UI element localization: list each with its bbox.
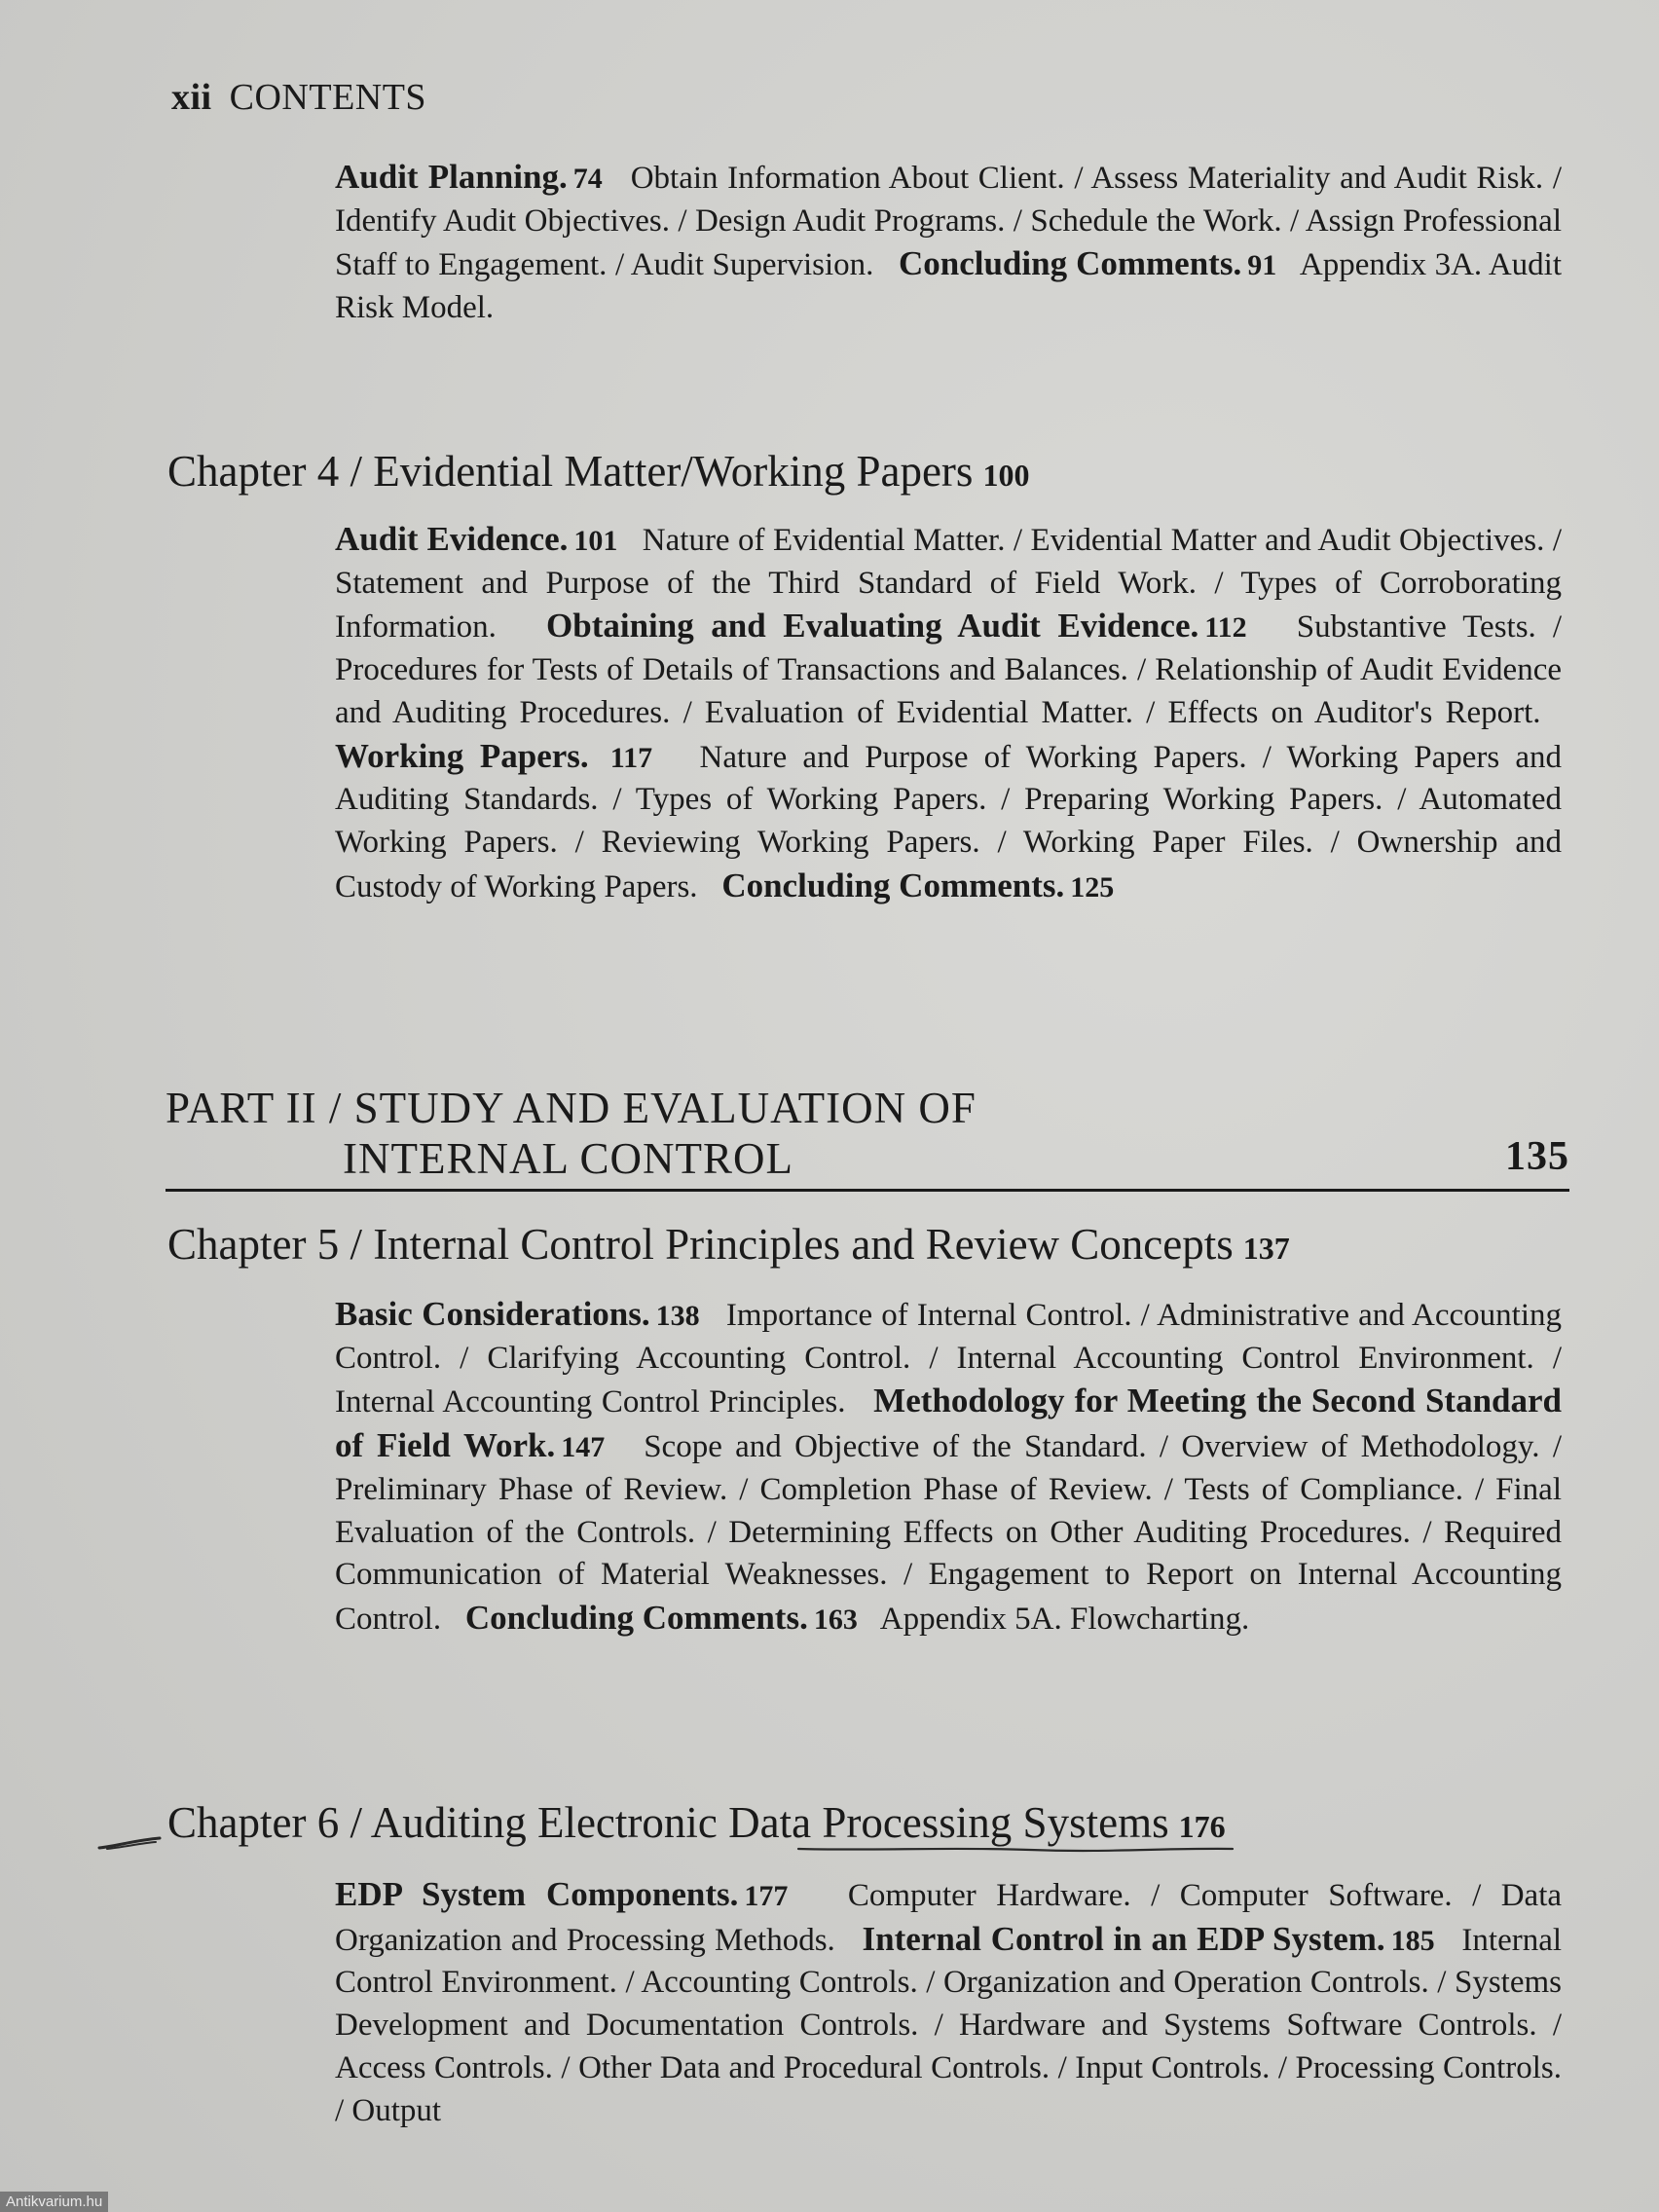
running-head bbox=[171, 76, 426, 119]
part-title-line2 bbox=[166, 1133, 1569, 1184]
section-heading: Audit Evidence. bbox=[335, 520, 569, 558]
section-page: 117 bbox=[609, 741, 653, 774]
section-heading: Basic Considerations. bbox=[335, 1295, 650, 1333]
section-heading: Internal Control in an EDP System. bbox=[862, 1919, 1385, 1958]
section-topics: Obtain Information About Client. / Assess Materiality and Audit Risk. / Identify Audit Objectives. / Design Audit Programs. / Schedule the Work. / Assign Professional Staff to Engagement. / Audit Supervision. bbox=[335, 161, 1563, 283]
section-heading: Concluding Comments. bbox=[721, 866, 1065, 904]
section-topics: Importance of Internal Control. / Administrative and Accounting Control. / Clarifying Accounting Control. / Internal Accounting Control Environment. / Internal Accounting Control Principles. bbox=[335, 1298, 1563, 1420]
chapter6-title bbox=[167, 1797, 1226, 1848]
pencil-underline-mark bbox=[796, 1843, 1235, 1855]
chapter-page: 176 bbox=[1178, 1809, 1226, 1844]
chapter6-entry-block bbox=[335, 1873, 1562, 2132]
section-topics: Nature and Purpose of Working Papers. / Working Papers and Auditing Standards. / Types of Working Papers. / Preparing Working Papers. / Automated Working Papers. / Reviewing Working Papers. / Working Paper Files. / Ownership and Custody of Working Papers. bbox=[335, 739, 1563, 904]
chapter4-entry-block bbox=[335, 518, 1562, 908]
section-heading: Working Papers. bbox=[335, 736, 589, 775]
section-heading: Obtaining and Evaluating Audit Evidence. bbox=[546, 607, 1199, 645]
part2-title bbox=[166, 1083, 1569, 1184]
section-page: 177 bbox=[744, 1880, 789, 1912]
chapter-page: 100 bbox=[982, 458, 1030, 493]
section-page: 163 bbox=[813, 1603, 858, 1636]
chapter-page: 137 bbox=[1242, 1231, 1290, 1266]
section-page: 138 bbox=[655, 1300, 700, 1332]
section-page: 185 bbox=[1390, 1924, 1435, 1957]
chapter5-entry-block bbox=[335, 1293, 1562, 1641]
chapter-title-text: Chapter 4 / Evidential Matter/Working Papers bbox=[167, 447, 974, 496]
section-topics: Internal Control Environment. / Accounting Controls. / Organization and Operation Controls. / Systems Development and Documentation Controls. / Hardware and Systems Software Controls. / Access Controls. / Other Data and Procedural Controls. / Input Controls. / Processing Controls. / Output bbox=[335, 1922, 1563, 2128]
section-heading: Audit Planning. bbox=[335, 158, 568, 196]
section-topics: Scope and Objective of the Standard. / Overview of Methodology. / Preliminary Phase of Review. / Completion Phase of Review. / Tests of Compliance. / Final Evaluation of the Controls. / Determining Effects on Other Auditing Procedures. / Required Communication of Material Weaknesses. / Engagement to Report on Internal Accounting Control. bbox=[335, 1429, 1563, 1637]
section-page: 101 bbox=[573, 525, 618, 557]
chapter3-entry-block bbox=[335, 156, 1562, 330]
part-divider-rule bbox=[166, 1189, 1569, 1192]
chapter4-title bbox=[167, 446, 1029, 497]
section-page: 74 bbox=[572, 163, 603, 195]
section-topics: Appendix 5A. Flowcharting. bbox=[879, 1601, 1250, 1637]
part-title-line2-text: INTERNAL CONTROL bbox=[343, 1134, 794, 1183]
section-heading: EDP System Components. bbox=[335, 1875, 739, 1913]
chapter-title-text: Chapter 6 / Auditing Electronic Data Processing Systems bbox=[167, 1798, 1169, 1847]
section-topics: Nature of Evidential Matter. / Evidential Matter and Audit Objectives. / Statement and Purpose of the Third Standard of Field Work. / Types of Corroborating Information. bbox=[335, 523, 1562, 645]
pencil-margin-mark bbox=[97, 1832, 162, 1852]
section-heading: Concluding Comments. bbox=[898, 244, 1242, 283]
part-title-line1: PART II / STUDY AND EVALUATION OF bbox=[166, 1084, 977, 1132]
section-topics: Computer Hardware. / Computer Software. / Data Organization and Processing Methods. bbox=[335, 1878, 1563, 1958]
part-page: 135 bbox=[1505, 1134, 1569, 1179]
chapter-title-text: Chapter 5 / Internal Control Principles and Review Concepts bbox=[167, 1220, 1234, 1269]
section-page: 125 bbox=[1070, 870, 1115, 903]
page-folio: xii bbox=[171, 77, 212, 118]
running-head-title: CONTENTS bbox=[229, 77, 427, 118]
section-heading: Concluding Comments. bbox=[464, 1598, 808, 1637]
section-topics: Appendix 3A. Audit Risk Model. bbox=[335, 247, 1563, 326]
section-heading: Methodology for Meeting the Second Standard of Field Work. bbox=[335, 1382, 1563, 1465]
section-page: 147 bbox=[561, 1431, 606, 1464]
section-topics: Substantive Tests. / Procedures for Tests of Details of Transactions and Balances. / Relationship of Audit Evidence and Auditing Procedures. / Evaluation of Evidential Matter. / Effects on Auditor's Report. bbox=[335, 609, 1563, 730]
section-page: 112 bbox=[1204, 611, 1247, 645]
watermark-label: Antikvarium.hu bbox=[0, 2192, 108, 2212]
section-page: 91 bbox=[1247, 249, 1277, 282]
chapter5-title bbox=[167, 1219, 1290, 1270]
